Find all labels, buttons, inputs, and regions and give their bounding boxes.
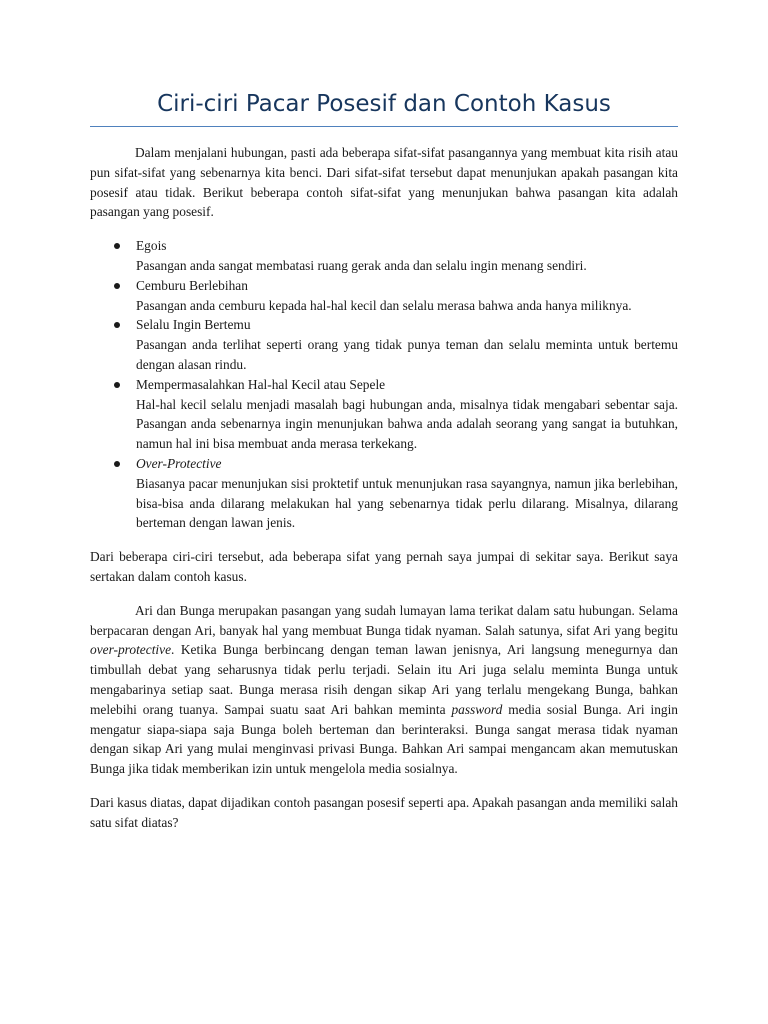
document-body bbox=[90, 143, 678, 833]
bullet-icon bbox=[114, 461, 120, 467]
trait-description: Pasangan anda terlihat seperti orang yang tidak punya teman dan selalu meminta untuk bertemu dengan alasan rindu. bbox=[136, 337, 678, 372]
case-term-password: password bbox=[451, 701, 503, 717]
list-item bbox=[90, 454, 678, 533]
document-title: Ciri-ciri Pacar Posesif dan Contoh Kasus bbox=[157, 91, 611, 117]
case-paragraph bbox=[90, 601, 678, 779]
trait-description: Hal-hal kecil selalu menjadi masalah bagi hubungan anda, misalnya tidak mengabari sebentar saja. Pasangan anda sebenarnya ingin menunjukan bahwa anda adalah seorang yang sangat ia butuhkan, namun hal ini bisa membuat anda merasa terkekang. bbox=[136, 396, 678, 452]
case-text-part-1: Ari dan Bunga merupakan pasangan yang sudah lumayan lama terikat dalam satu hubungan. Selama berpacaran dengan Ari, banyak hal yang membuat Bunga tidak nyaman. Salah satunya, sifat Ari yang begitu bbox=[90, 602, 678, 638]
trait-description: Biasanya pacar menunjukan sisi proktetif untuk menunjukan rasa sayangnya, namun jika berlebihan, bisa-bisa anda dilarang melakukan hal yang sebenarnya tidak perlu dilarang. Misalnya, dilarang berteman dengan lawan jenis. bbox=[136, 475, 678, 531]
trait-description: Pasangan anda sangat membatasi ruang gerak anda dan selalu ingin menang sendiri. bbox=[136, 257, 587, 273]
traits-list bbox=[90, 236, 678, 533]
trait-name: Selalu Ingin Bertemu bbox=[136, 317, 251, 333]
case-text-part-3: media sosial Bunga. Ari ingin mengatur siapa-siapa saja Bunga boleh berteman dan berinteraksi. Bunga sangat merasa tidak nyaman dengan sikap Ari yang mulai menginvasi privasi Bunga. Bahkan Ari sampai mengancam akan memutuskan Bunga jika tidak memberikan izin untuk mengelola media sosialnya. bbox=[90, 701, 678, 777]
bullet-icon bbox=[114, 322, 120, 328]
intro-paragraph: Dalam menjalani hubungan, pasti ada beberapa sifat-sifat pasangannya yang membuat kita risih atau pun sifat-sifat yang sebenarnya kita benci. Dari sifat-sifat tersebut dapat menunjukan apakah pasangan kita posesif atau tidak. Berikut beberapa contoh sifat-sifat yang menunjukan bahwa pasangan kita adalah pasangan yang posesif. bbox=[90, 145, 678, 220]
trait-name: Over-Protective bbox=[136, 455, 222, 471]
bullet-icon bbox=[114, 283, 120, 289]
trait-name: Egois bbox=[136, 238, 167, 254]
transition-paragraph: Dari beberapa ciri-ciri tersebut, ada beberapa sifat yang pernah saya jumpai di sekitar saya. Berikut saya sertakan dalam contoh kasus. bbox=[90, 549, 678, 584]
case-term-over-protective: over-protective bbox=[90, 642, 172, 658]
list-item bbox=[90, 276, 678, 316]
trait-name: Cemburu Berlebihan bbox=[136, 277, 248, 293]
trait-description: Pasangan anda cemburu kepada hal-hal kecil dan selalu merasa bahwa anda hanya miliknya. bbox=[136, 297, 632, 313]
case-text-part-2: . Ketika Bunga berbincang dengan teman lawan jenisnya, Ari langsung menegurnya dan timbullah debat yang seharusnya tidak perlu terjadi. Selain itu Ari juga selalu meminta Bunga untuk mengabarinya setiap saat. Bunga merasa risih dengan sikap Ari yang terlalu mengekang Bunga, bahkan melebihi orang tuanya. Sampai suatu saat Ari bahkan meminta bbox=[90, 642, 678, 717]
list-item bbox=[90, 375, 678, 454]
document-page bbox=[90, 88, 678, 847]
list-item bbox=[90, 315, 678, 374]
list-item bbox=[90, 236, 678, 276]
bullet-icon bbox=[114, 382, 120, 388]
conclusion-paragraph: Dari kasus diatas, dapat dijadikan contoh pasangan posesif seperti apa. Apakah pasangan anda memiliki salah satu sifat diatas? bbox=[90, 794, 678, 830]
trait-name: Mempermasalahkan Hal-hal Kecil atau Sepele bbox=[136, 376, 386, 392]
bullet-icon bbox=[114, 243, 120, 249]
title-underline bbox=[90, 126, 678, 127]
